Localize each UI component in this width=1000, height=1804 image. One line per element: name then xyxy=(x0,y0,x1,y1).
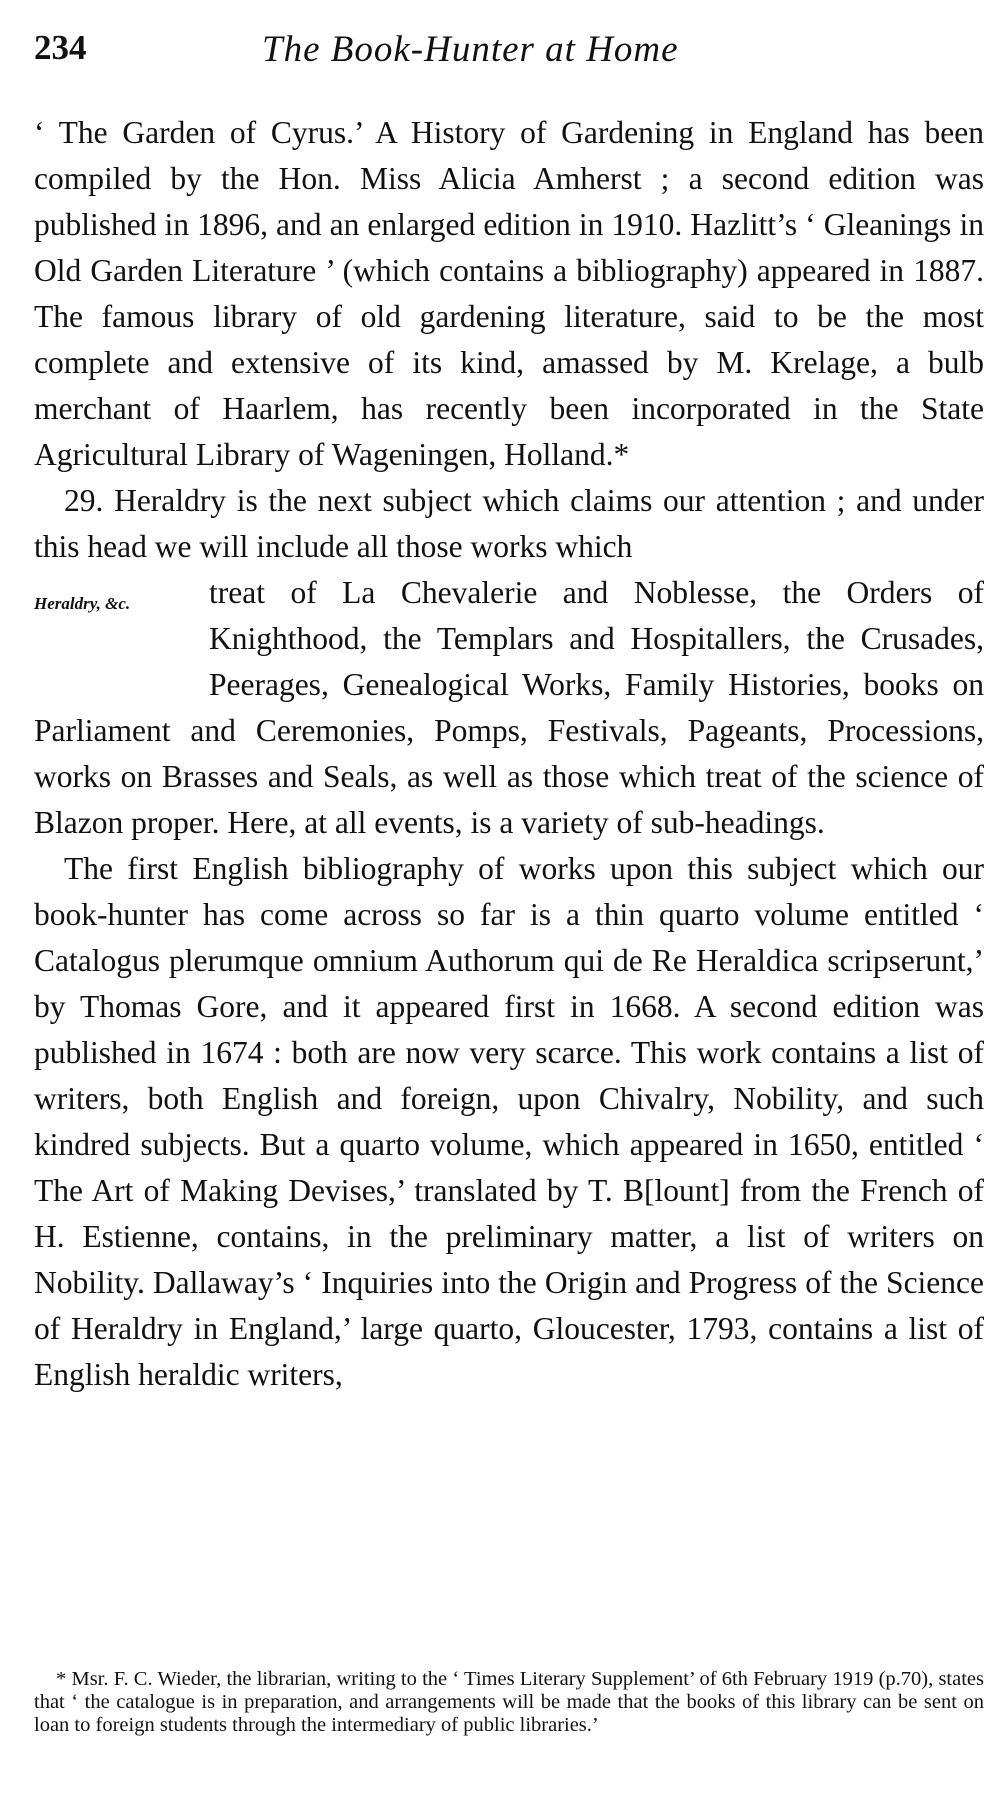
paragraph-heraldic-bibliography: The first English bibliography of works upon this subject which our book-hunter has come across so far is a thin quarto volume entitled ‘ Catalogus plerumque omnium Authorum qui de Re Heraldica scripserunt,’ by Thomas Gore, and it appeared first in 1668. A second edition was published in 1674 : both are now very scarce. This work contains a list of writers, both English and foreign, upon Chivalry, Nobility, and such kindred subjects. But a quarto volume, which appeared in 1650, entitled ‘ The Art of Making Devises,’ translated by T. B[lount] from the French of H. Estienne, contains, in the preliminary matter, a list of writers on Nobility. Dallaway’s ‘ Inquiries into the Origin and Progress of the Science of Heraldry in England,’ large quarto, Gloucester, 1793, contains a list of English heraldic writers, xyxy=(34,851,984,1392)
body-text xyxy=(34,110,984,1398)
paragraph-garden-literature: ‘ The Garden of Cyrus.’ A History of Gardening in England has been compiled by the Hon. Miss Alicia Amherst ; a second edition was published in 1896, and an enlarged edition in 1910. Hazlitt’s ‘ Gleanings in Old Garden Literature ’ (which contains a bibliography) appeared in 1887. The famous library of old gardening literature, said to be the most complete and extensive of its kind, amassed by M. Krelage, a bulb merchant of Haarlem, has recently been incorporated in the State Agricultural Library of Wageningen, Holland.* xyxy=(34,115,984,472)
paragraph-heraldry-list: treat of La Chevalerie and Noblesse, the Orders of Knighthood, the Templars and Hospitallers, the Crusades, Peerages, Genealogical Works, Family Histories, books on Parliament and Ceremonies, Pomps, Festivals, Pageants, Processions, works on Brasses and Seals, as well as those which treat of the science of Blazon proper. Here, at all events, is a variety of sub-headings. xyxy=(34,575,984,840)
margin-note-heraldry: Heraldry, &c. xyxy=(34,594,131,613)
running-title: The Book-Hunter at Home xyxy=(262,29,679,70)
footnote-text: * Msr. F. C. Wieder, the librarian, writing to the ‘ Times Literary Supplement’ of 6th February 1919 (p.70), states that ‘ the catalogue is in preparation, and arrangements will be made that the books of this library can be sent on loan to foreign students through the intermediary of public libraries.’ xyxy=(34,1668,984,1736)
page-header xyxy=(34,28,984,88)
paragraph-heraldry-opening: 29. Heraldry is the next subject which claims our attention ; and under this head we will include all those works which xyxy=(34,483,984,564)
footnote xyxy=(34,1668,984,1737)
page-number: 234 xyxy=(34,28,87,67)
